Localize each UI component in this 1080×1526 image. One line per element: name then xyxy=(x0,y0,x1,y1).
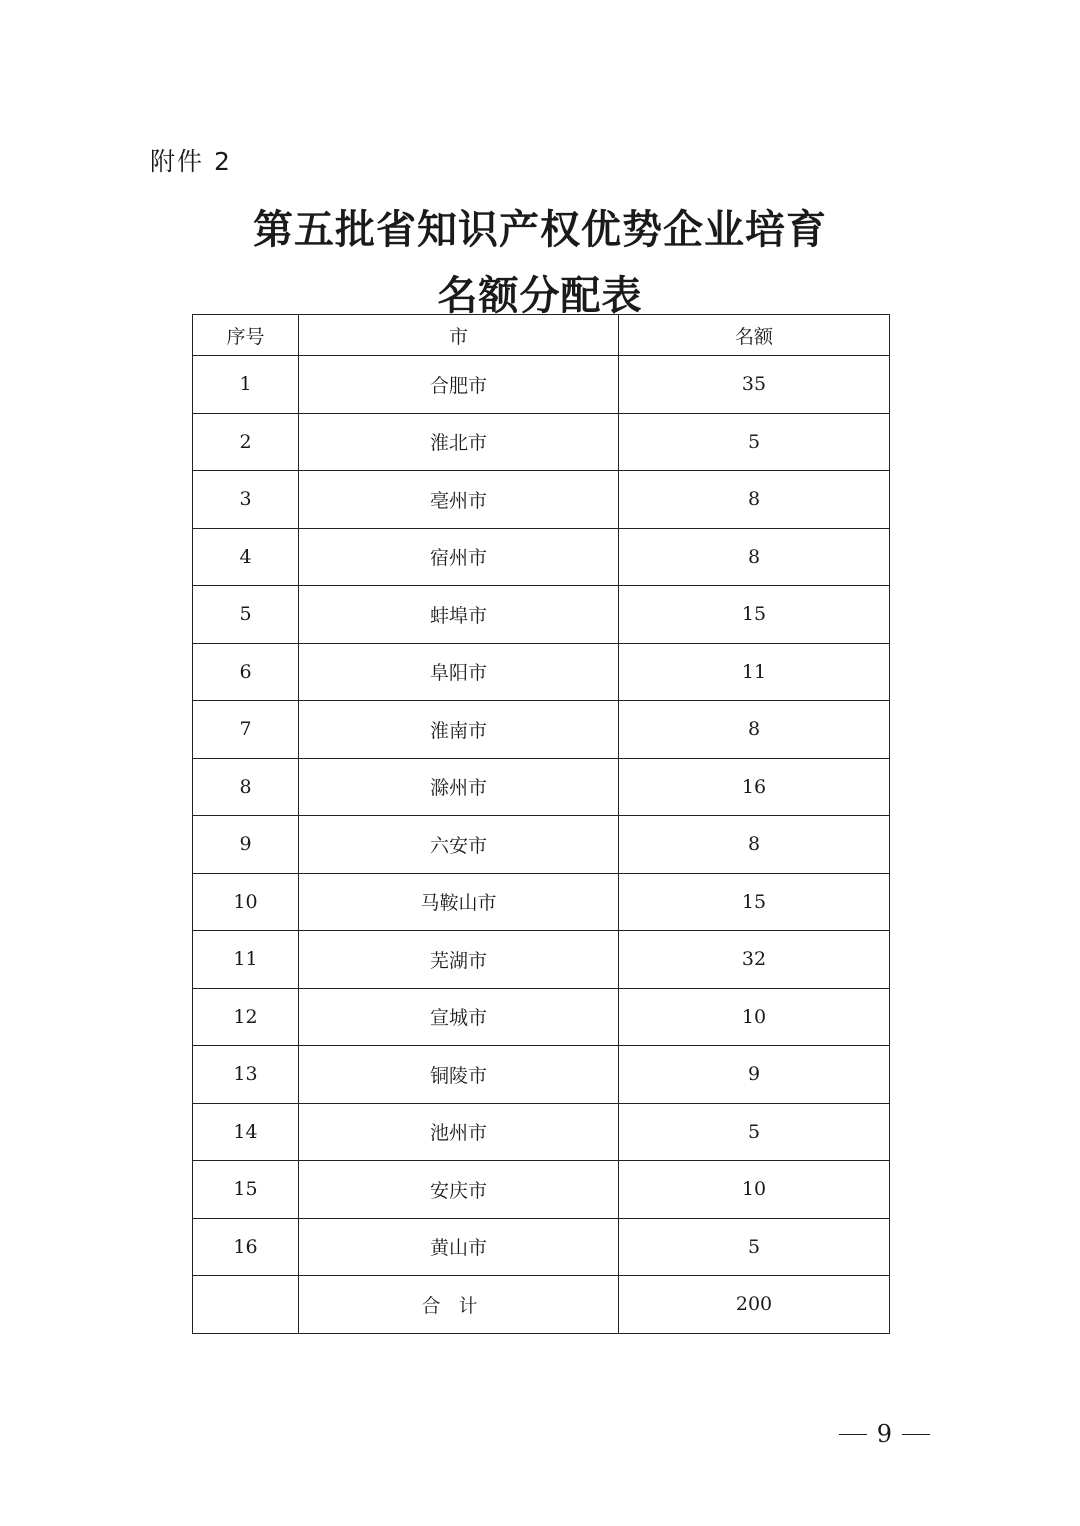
cell-city: 安庆市 xyxy=(299,1161,619,1219)
document-title-line2: 名额分配表 xyxy=(437,272,643,319)
table-row xyxy=(193,816,890,874)
dash-right xyxy=(902,1434,930,1435)
table-row xyxy=(193,1218,890,1276)
total-index-cell xyxy=(193,1276,299,1334)
table-row xyxy=(193,701,890,759)
cell-index: 7 xyxy=(193,701,299,759)
cell-index: 3 xyxy=(193,471,299,529)
header-quota: 名额 xyxy=(619,315,890,356)
cell-city: 阜阳市 xyxy=(299,643,619,701)
cell-index: 9 xyxy=(193,816,299,874)
cell-index: 4 xyxy=(193,528,299,586)
cell-index: 2 xyxy=(193,413,299,471)
header-city: 市 xyxy=(299,315,619,356)
table-row xyxy=(193,471,890,529)
table-row xyxy=(193,528,890,586)
quota-allocation-table xyxy=(192,314,890,1334)
cell-quota: 11 xyxy=(619,643,890,701)
table-row xyxy=(193,356,890,414)
cell-index: 12 xyxy=(193,988,299,1046)
attachment-label: 附件 2 xyxy=(150,147,232,176)
header-index: 序号 xyxy=(193,315,299,356)
cell-city: 亳州市 xyxy=(299,471,619,529)
table-row xyxy=(193,586,890,644)
page-number xyxy=(839,1420,930,1448)
total-row xyxy=(193,1276,890,1334)
table-row xyxy=(193,758,890,816)
cell-index: 15 xyxy=(193,1161,299,1219)
cell-city: 合肥市 xyxy=(299,356,619,414)
table-row xyxy=(193,873,890,931)
table-row xyxy=(193,643,890,701)
cell-city: 芜湖市 xyxy=(299,931,619,989)
cell-city: 宿州市 xyxy=(299,528,619,586)
cell-index: 14 xyxy=(193,1103,299,1161)
cell-city: 淮南市 xyxy=(299,701,619,759)
cell-city: 滁州市 xyxy=(299,758,619,816)
cell-quota: 8 xyxy=(619,471,890,529)
page-number-value: 9 xyxy=(876,1420,892,1448)
cell-quota: 8 xyxy=(619,528,890,586)
cell-city: 宣城市 xyxy=(299,988,619,1046)
cell-quota: 5 xyxy=(619,1218,890,1276)
dash-left xyxy=(839,1434,867,1435)
cell-quota: 9 xyxy=(619,1046,890,1104)
cell-index: 10 xyxy=(193,873,299,931)
cell-city: 池州市 xyxy=(299,1103,619,1161)
total-label-cell: 合计 xyxy=(299,1276,619,1334)
cell-index: 6 xyxy=(193,643,299,701)
cell-city: 马鞍山市 xyxy=(299,873,619,931)
cell-city: 六安市 xyxy=(299,816,619,874)
cell-index: 1 xyxy=(193,356,299,414)
cell-index: 11 xyxy=(193,931,299,989)
cell-quota: 10 xyxy=(619,988,890,1046)
cell-index: 13 xyxy=(193,1046,299,1104)
cell-city: 蚌埠市 xyxy=(299,586,619,644)
cell-quota: 15 xyxy=(619,873,890,931)
cell-city: 黄山市 xyxy=(299,1218,619,1276)
cell-index: 5 xyxy=(193,586,299,644)
table-row xyxy=(193,413,890,471)
cell-city: 铜陵市 xyxy=(299,1046,619,1104)
table-row xyxy=(193,931,890,989)
cell-quota: 35 xyxy=(619,356,890,414)
table-header-row xyxy=(193,315,890,356)
table-row xyxy=(193,1161,890,1219)
table-row xyxy=(193,1103,890,1161)
cell-city: 淮北市 xyxy=(299,413,619,471)
cell-quota: 16 xyxy=(619,758,890,816)
cell-quota: 5 xyxy=(619,1103,890,1161)
table-row xyxy=(193,1046,890,1104)
cell-quota: 15 xyxy=(619,586,890,644)
cell-quota: 5 xyxy=(619,413,890,471)
cell-quota: 8 xyxy=(619,701,890,759)
cell-quota: 10 xyxy=(619,1161,890,1219)
cell-quota: 8 xyxy=(619,816,890,874)
cell-quota: 32 xyxy=(619,931,890,989)
cell-index: 8 xyxy=(193,758,299,816)
table-body xyxy=(193,356,890,1334)
cell-index: 16 xyxy=(193,1218,299,1276)
table-row xyxy=(193,988,890,1046)
document-title-line1: 第五批省知识产权优势企业培育 xyxy=(253,206,827,253)
total-quota-cell: 200 xyxy=(619,1276,890,1334)
